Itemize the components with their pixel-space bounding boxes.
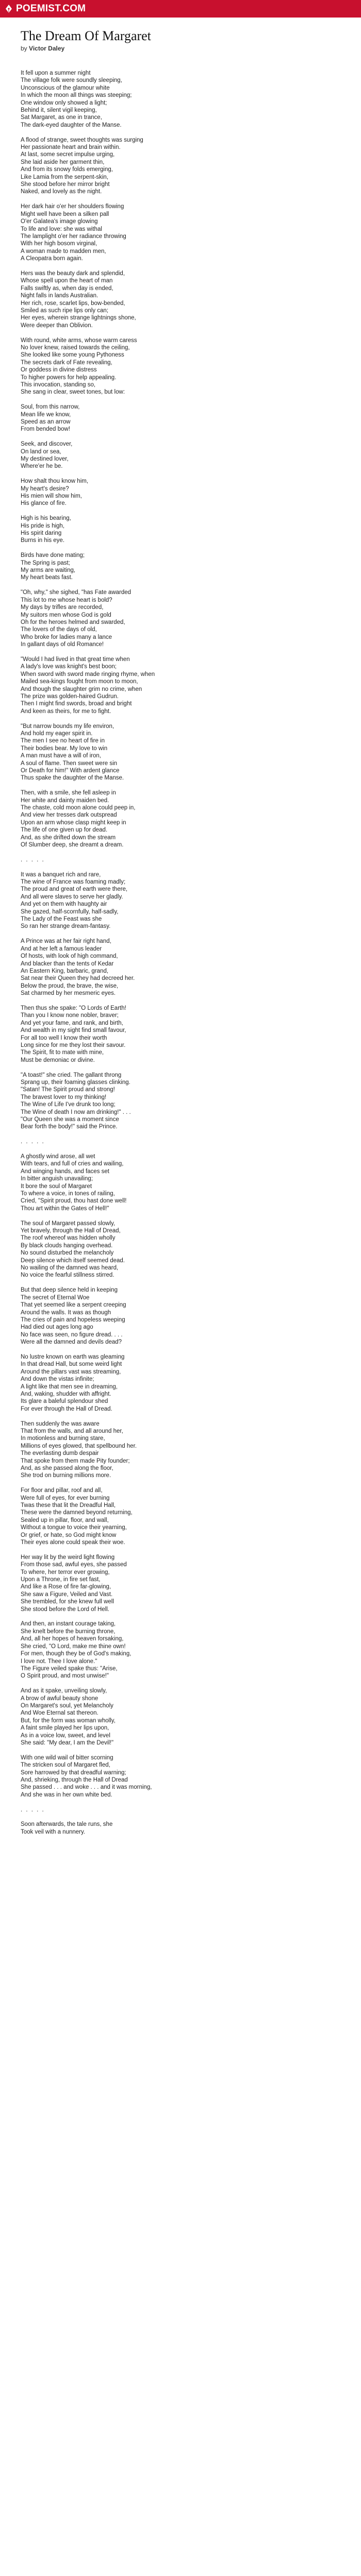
poem-line: She cried, "O Lord, make me thine own! xyxy=(21,1643,126,1650)
poem-line: Might well have been a silken pall xyxy=(21,211,109,217)
poem-line: And, all her hopes of heaven forsaking, xyxy=(21,1636,124,1642)
poem-line: Then suddenly the was aware xyxy=(21,1420,100,1427)
poem-line: Seek, and discover, xyxy=(21,441,73,448)
poem-line: A man must have a will of iron, xyxy=(21,753,101,759)
poem-line: Behind it, silent vigil keeping, xyxy=(21,107,97,114)
poem-line: A Cleopatra born again. xyxy=(21,256,83,262)
poem-body xyxy=(21,70,340,1836)
poem-line: The Lady of the Feast was she xyxy=(21,916,102,923)
poem-line: Soon afterwards, the tale runs, she xyxy=(21,1821,113,1828)
poem-line: She laid aside her garment thin, xyxy=(21,159,105,165)
poem-line: Thou art within the Gates of Hell!" xyxy=(21,1205,109,1212)
poem-content xyxy=(0,18,361,1854)
stanza xyxy=(21,1286,340,1346)
poem-line: To where a voice, in tones of railing, xyxy=(21,1191,115,1197)
poem-line: Speed as an arrow xyxy=(21,419,71,426)
poem-line: A woman made to madden men, xyxy=(21,248,106,255)
by-label: by xyxy=(21,45,27,52)
poem-line: The proud and great of earth were there, xyxy=(21,886,128,893)
poem-line: And yet on them with haughty air xyxy=(21,901,107,908)
poem-line: Below the proud, the brave, the wise, xyxy=(21,982,119,989)
stanza xyxy=(21,1153,340,1212)
poem-line: Then, with a smile, she fell asleep in xyxy=(21,790,116,796)
poem-line: Her eyes, wherein strange lightnings shone, xyxy=(21,315,136,321)
poem-line: My days by trifles are recorded, xyxy=(21,604,104,611)
poem-line: With one wild wail of bitter scorning xyxy=(21,1754,113,1761)
poem-line: The lovers of the days of old, xyxy=(21,626,97,633)
poem-line: Hers was the beauty dark and splendid, xyxy=(21,270,125,277)
poem-line: Their eyes alone could speak their woe. xyxy=(21,1539,125,1546)
poem-line: The wine of France was foaming madly; xyxy=(21,879,126,886)
poem-line: In bitter anguish unavailing; xyxy=(21,1176,93,1182)
poem-line: As in a voice low, sweet, and level xyxy=(21,1732,110,1739)
poem-line: Were all the damned and devils dead? xyxy=(21,1339,122,1346)
poem-line: The bravest lover to my thinking! xyxy=(21,1094,107,1100)
poem-line: The Wine of Life I've drunk too long; xyxy=(21,1101,116,1108)
poem-line: Then I might find swords, broad and bright xyxy=(21,701,132,707)
poem-line: The secrets dark of Fate revealing, xyxy=(21,359,112,366)
poem-line: Sore harrowed by that dreadful warning; xyxy=(21,1769,126,1776)
poem-line: "A toast!" she cried. The gallant throng xyxy=(21,1072,122,1078)
poem-line: And, as she drifted down the stream xyxy=(21,834,116,841)
poem-line: For ever through the Hall of Dread. xyxy=(21,1405,112,1412)
poem-line: A faint smile played her lips upon, xyxy=(21,1725,109,1732)
poem-line: That from the walls, and all around her, xyxy=(21,1428,123,1434)
poem-line: Unconscious of the glamour white xyxy=(21,84,110,91)
poem-line: But, for the form was woman wholly, xyxy=(21,1717,116,1724)
poem-line: Mailed sea-kings fought from moon to moon, xyxy=(21,679,138,685)
poem-line: Night falls in lands Australian. xyxy=(21,293,99,299)
poem-line: And though the slaughter grim no crime, when xyxy=(21,686,142,692)
poem-line: A ghostly wind arose, all wet xyxy=(21,1154,95,1160)
poem-line: To higher powers for help appealing. xyxy=(21,374,117,381)
poem-line: O'er Galatea's image glowing xyxy=(21,218,98,225)
stanza xyxy=(21,1687,340,1747)
poem-line: With round, white arms, whose warm caress xyxy=(21,337,137,344)
poem-line: His mien will show him, xyxy=(21,493,82,500)
section-divider: . . . . . xyxy=(21,1139,45,1145)
poem-line: Must be demoniac or divine. xyxy=(21,1057,95,1063)
poem-line: No lustre known on earth was gleaming xyxy=(21,1353,125,1360)
section-divider: . . . . . xyxy=(21,856,45,863)
poem-line: And Woe Eternal sat thereon. xyxy=(21,1710,99,1717)
poem-line: She gazed, half-scornfully, half-sadly, xyxy=(21,908,119,915)
poem-line: The men I see no heart of fire in xyxy=(21,738,105,744)
stanza xyxy=(21,938,340,997)
poem-line: "Would I had lived in that great time when xyxy=(21,656,130,663)
poem-line: Thus spake the daughter of the Manse. xyxy=(21,775,124,782)
poem-line: Yet bravely, through the Hall of Dread, xyxy=(21,1228,121,1234)
poem-line: Of hosts, with look of high command, xyxy=(21,953,118,960)
poem-line: She said: "My dear, I am the Devil!" xyxy=(21,1739,114,1746)
poem-line: Were deeper than Oblivion. xyxy=(21,322,93,329)
stanza xyxy=(21,403,340,433)
site-header xyxy=(0,0,361,18)
poem-line: And from its snowy folds emerging, xyxy=(21,166,113,173)
poem-line: Or grief, or hate, so God might know xyxy=(21,1532,117,1538)
poem-line: The Figure veiled spake thus: "Arise, xyxy=(21,1665,118,1672)
poem-line: And at her left a famous leader xyxy=(21,945,102,952)
poem-byline xyxy=(21,45,340,52)
poem-line: She looked like some young Pythoness xyxy=(21,352,124,359)
poem-line: Mean life we know, xyxy=(21,411,71,418)
section-divider: . . . . . xyxy=(21,1806,45,1813)
stanza xyxy=(21,1754,340,1799)
stanza xyxy=(21,1420,340,1480)
poem-line: It was a banquet rich and rare, xyxy=(21,871,101,878)
poem-line: The Spring is past; xyxy=(21,560,70,566)
poem-line: Without a tongue to voice their yearning, xyxy=(21,1524,127,1531)
poem-line: And, waking, shudder with affright. xyxy=(21,1391,111,1397)
poem-line: Birds have done mating; xyxy=(21,552,85,559)
poem-line: No face was seen, no figure dread. . . . xyxy=(21,1331,123,1338)
poem-line: The life of one given up for dead. xyxy=(21,827,108,834)
poem-line: Sat Margaret, as one in trance, xyxy=(21,114,102,121)
poem-line: No voice the fearful stillness stirred. xyxy=(21,1272,114,1279)
poem-line: Her white and dainty maiden bed. xyxy=(21,797,109,804)
poem-line: The roof whereof was hidden wholly xyxy=(21,1235,116,1242)
poem-line: And view her tresses dark outspread xyxy=(21,812,117,819)
poem-line: Then thus she spake: "O Lords of Earth! xyxy=(21,1005,126,1011)
poem-line: And all were slaves to serve her gladly. xyxy=(21,893,123,900)
poem-line: Long since for me they lost their savour. xyxy=(21,1042,126,1048)
poem-line: Millions of eyes glowed, that spellbound her. xyxy=(21,1443,137,1449)
stanza xyxy=(21,589,340,648)
poem-line: Sprang up, their foaming glasses clinking. xyxy=(21,1079,130,1086)
poem-line: My heart's desire? xyxy=(21,485,69,492)
stanza xyxy=(21,478,340,507)
poem-line: By black clouds hanging overhead. xyxy=(21,1242,113,1249)
poem-line: These were the damned beyond returning, xyxy=(21,1510,133,1516)
poem-line: Or goddess in divine distress xyxy=(21,367,97,374)
poem-line: Soul, from this narrow, xyxy=(21,404,80,411)
poem-line: An Eastern King, barbaric, grand, xyxy=(21,968,109,974)
stanza xyxy=(21,1353,340,1413)
poem-line: Around the walls. It was as though xyxy=(21,1309,111,1316)
poem-line: She trod on burning millions more. xyxy=(21,1472,111,1479)
poem-line: Her way lit by the weird light flowing xyxy=(21,1554,115,1561)
poem-line: From those sad, awful eyes, she passed xyxy=(21,1562,127,1568)
poem-line: From bended bow! xyxy=(21,426,70,433)
poem-line: On Margaret's soul, yet Melancholy xyxy=(21,1702,113,1709)
stanza xyxy=(21,656,340,715)
poem-line: She sang in clear, sweet tones, but low: xyxy=(21,389,125,396)
poem-line: No lover knew, raised towards the ceiling, xyxy=(21,344,130,351)
poem-line: How shalt thou know him, xyxy=(21,478,89,485)
poem-line: She knelt before the burning throne, xyxy=(21,1628,116,1635)
stanza xyxy=(21,337,340,396)
poem-line: Were full of eyes, for ever burning xyxy=(21,1495,110,1501)
poem-line: She stood before her mirror bright xyxy=(21,181,110,188)
poem-line: Or Death for him!" With ardent glance xyxy=(21,768,120,774)
poem-line: Bear forth the body!" said the Prince. xyxy=(21,1124,118,1130)
poem-line: For all too well I know their worth xyxy=(21,1035,107,1041)
poem-line: Their bodies bear. My love to win xyxy=(21,745,108,752)
poem-line: Upon a Throne, in fire set fast, xyxy=(21,1577,101,1583)
stanza xyxy=(21,1072,340,1131)
stanza xyxy=(21,1821,340,1836)
stanza xyxy=(21,203,340,262)
poem-line: No sound disturbed the melancholy xyxy=(21,1250,114,1257)
poem-line: This invocation, standing so, xyxy=(21,382,96,388)
poem-line: Her dark hair o'er her shoulders flowing xyxy=(21,204,124,210)
poem-line: And yet your fame, and rank, and birth, xyxy=(21,1020,123,1026)
poem-line: At last, some secret impulse urging, xyxy=(21,151,115,158)
poem-line: Burns in his eye. xyxy=(21,537,65,544)
poem-line: My heart beats fast. xyxy=(21,574,73,581)
poem-line: And down the vistas infinite; xyxy=(21,1376,94,1383)
poem-line: With her high bosom virginal, xyxy=(21,241,97,247)
poem-line: And, shrieking, through the Hall of Dread xyxy=(21,1776,128,1783)
poem-line: Of Slumber deep, she dreamt a dream. xyxy=(21,842,124,849)
poem-line: That yet seemed like a serpent creeping xyxy=(21,1302,126,1309)
poem-line: And, as she passed along the floor, xyxy=(21,1465,113,1471)
poem-line: "Oh, why," she sighed, "has Fate awarded xyxy=(21,589,132,596)
poem-title: The Dream Of Margaret xyxy=(21,28,151,43)
poem-line: Around the pillars vast was streaming, xyxy=(21,1368,121,1375)
poem-line: She saw a Figure, Veiled and Vast. xyxy=(21,1591,113,1598)
poem-line: I love not. Thee I love alone." xyxy=(21,1658,97,1665)
poem-line: And keen as theirs, for me to fight. xyxy=(21,708,111,715)
author-link[interactable]: Victor Daley xyxy=(29,45,65,52)
poem-line: The chaste, cold moon alone could peep in, xyxy=(21,805,136,811)
poem-line: The everlasting dumb despair xyxy=(21,1450,99,1457)
poem-line: His glance of fire. xyxy=(21,500,67,507)
poem-line: A light like that men see in dreaming, xyxy=(21,1383,118,1390)
stanza xyxy=(21,1005,340,1064)
poem-line: For floor and pillar, roof and all, xyxy=(21,1487,103,1494)
poem-line: One window only showed a light; xyxy=(21,99,107,106)
stanza xyxy=(21,1620,340,1680)
poem-line: But that deep silence held in keeping xyxy=(21,1287,118,1294)
poem-line: When sword with sword made ringing rhyme, when xyxy=(21,671,155,677)
poem-line: The secret of Eternal Woe xyxy=(21,1294,90,1301)
poem-line: Where'er he be. xyxy=(21,463,63,470)
stanza xyxy=(21,440,340,470)
poem-line: "But narrow bounds my life environ, xyxy=(21,723,114,730)
poem-line: His spirit daring xyxy=(21,530,62,537)
poem-line: My destined lover, xyxy=(21,456,69,463)
poem-line: And winging hands, and faces set xyxy=(21,1168,109,1175)
poem-line: A Prince was at her fair right hand, xyxy=(21,938,111,945)
poem-line: "Our Queen she was a moment since xyxy=(21,1116,119,1123)
poem-line: Cried, "Spirit proud, thou hast done well! xyxy=(21,1198,127,1205)
poem-line: To where, her terror ever growing, xyxy=(21,1569,110,1575)
poem-line: Sealed up in pillar, floor, and wall, xyxy=(21,1517,109,1523)
stanza xyxy=(21,1487,340,1546)
poem-line: Had died out ages long ago xyxy=(21,1324,93,1331)
poem-line: The cries of pain and hopeless weeping xyxy=(21,1316,125,1323)
poem-line: Like Lamia from the serpent-skin, xyxy=(21,174,109,180)
stanza xyxy=(21,871,340,930)
stanza xyxy=(21,137,340,196)
poem-line: The prize was golden-haired Gudrun. xyxy=(21,693,119,700)
poem-line: Her rich, rose, scarlet lips, bow-bended, xyxy=(21,300,125,307)
poem-line: And wealth in my sight find small favour, xyxy=(21,1027,126,1034)
stanza xyxy=(21,70,340,129)
poem-line: The lamplight o'er her radiance throwing xyxy=(21,233,126,240)
poem-line: Than you I know none nobler, braver; xyxy=(21,1012,119,1019)
poem-line: "Satan! The Spirit proud and strong! xyxy=(21,1087,115,1093)
poem-line: So ran her strange dream-fantasy. xyxy=(21,923,111,930)
poem-line: The stricken soul of Margaret fled, xyxy=(21,1762,110,1769)
poem-line: Sat charmed by her mesmeric eyes. xyxy=(21,990,116,997)
poem-line: O Spirit proud, and most unwise!" xyxy=(21,1673,109,1680)
poem-line: My arms are waiting, xyxy=(21,567,76,574)
site-logo[interactable]: POEMIST.COM xyxy=(16,3,86,14)
poem-line: And as it spake, unveiling slowly, xyxy=(21,1688,107,1694)
poem-line: This lot to me whose heart is bold? xyxy=(21,597,112,603)
poem-line: And blacker than the tents of Kedar xyxy=(21,960,114,967)
poem-line: No wailing of the damned was heard, xyxy=(21,1265,119,1272)
poem-line: High is his bearing, xyxy=(21,515,71,522)
poem-line: His pride is high, xyxy=(21,522,65,529)
poem-line: On land or sea, xyxy=(21,448,61,455)
poem-line: My suitors men whose God is gold xyxy=(21,612,111,618)
poem-line: Sat near their Queen they had decreed her. xyxy=(21,975,135,982)
poem-line: And she was in her own white bed. xyxy=(21,1791,112,1798)
poem-line: And like a Rose of fire far-glowing, xyxy=(21,1584,111,1590)
poem-line: She passed . . . and woke . . . and it was morning, xyxy=(21,1784,152,1791)
poem-line: Oh for the heroes helmed and swarded, xyxy=(21,619,125,625)
poem-line: Naked, and lovely as the night. xyxy=(21,189,102,195)
poem-line: Deep silence which itself seemed dead. xyxy=(21,1257,125,1264)
stanza xyxy=(21,515,340,545)
poem-line: The soul of Margaret passed slowly, xyxy=(21,1220,116,1227)
poem-line: In motionless and burning stare, xyxy=(21,1435,105,1442)
poem-line: With tears, and full of cries and wailing, xyxy=(21,1161,124,1167)
poem-line: And then, an instant courage taking, xyxy=(21,1621,116,1628)
poem-line: Its glare a baleful splendour shed xyxy=(21,1398,108,1405)
stanza xyxy=(21,1554,340,1613)
stanza xyxy=(21,723,340,782)
poem-line: Who broke for ladies many a lance xyxy=(21,634,112,640)
poem-line: She trembled, for she knew full well xyxy=(21,1599,114,1605)
poem-line: For men, though they be of God's making, xyxy=(21,1651,132,1657)
stanza xyxy=(21,789,340,849)
poem-line: Upon an arm whose clasp might keep in xyxy=(21,819,126,826)
poem-line: A brow of awful beauty shone xyxy=(21,1695,99,1702)
poem-line: That spoke from them made Pity founder; xyxy=(21,1458,130,1464)
poem-line: And hold my eager spirit in. xyxy=(21,730,93,737)
poem-line: The dark-eyed daughter of the Manse. xyxy=(21,122,122,128)
poem-line: A lady's love was knight's best boon; xyxy=(21,664,117,670)
poem-line: Her passionate heart and brain within. xyxy=(21,144,121,151)
stanza xyxy=(21,1220,340,1279)
poem-line: In gallant days of old Romance! xyxy=(21,641,104,648)
poem-line: The Spirit, fit to mate with mine, xyxy=(21,1049,104,1056)
poem-line: The Wine of death I now am drinking!" . . . xyxy=(21,1109,131,1115)
poem-line: It bore the soul of Margaret xyxy=(21,1183,92,1190)
poem-line: A soul of flame. Then sweet were sin xyxy=(21,760,118,767)
stanza xyxy=(21,552,340,582)
poem-line: She stood before the Lord of Hell. xyxy=(21,1606,109,1613)
poem-line: Took veil with a nunnery. xyxy=(21,1828,86,1835)
poem-line: In which the moon all things was steeping; xyxy=(21,92,132,99)
poem-line: Falls swiftly as, when day is ended, xyxy=(21,285,113,292)
poem-line: Twas these that lit the Dreadful Hall, xyxy=(21,1502,116,1509)
poem-line: The village folk were soundly sleeping, xyxy=(21,77,122,84)
poem-line: In that dread Hall, but some weird light xyxy=(21,1361,122,1368)
poem-line: Smiled as such ripe lips only can; xyxy=(21,307,109,314)
stanza xyxy=(21,270,340,329)
pen-nib-icon xyxy=(4,4,13,13)
poem-line: Whose spell upon the heart of man xyxy=(21,278,113,284)
poem-line: To life and love: she was withal xyxy=(21,226,102,232)
poem-line: It fell upon a summer night xyxy=(21,70,91,76)
poem-line: A flood of strange, sweet thoughts was surging xyxy=(21,137,143,143)
